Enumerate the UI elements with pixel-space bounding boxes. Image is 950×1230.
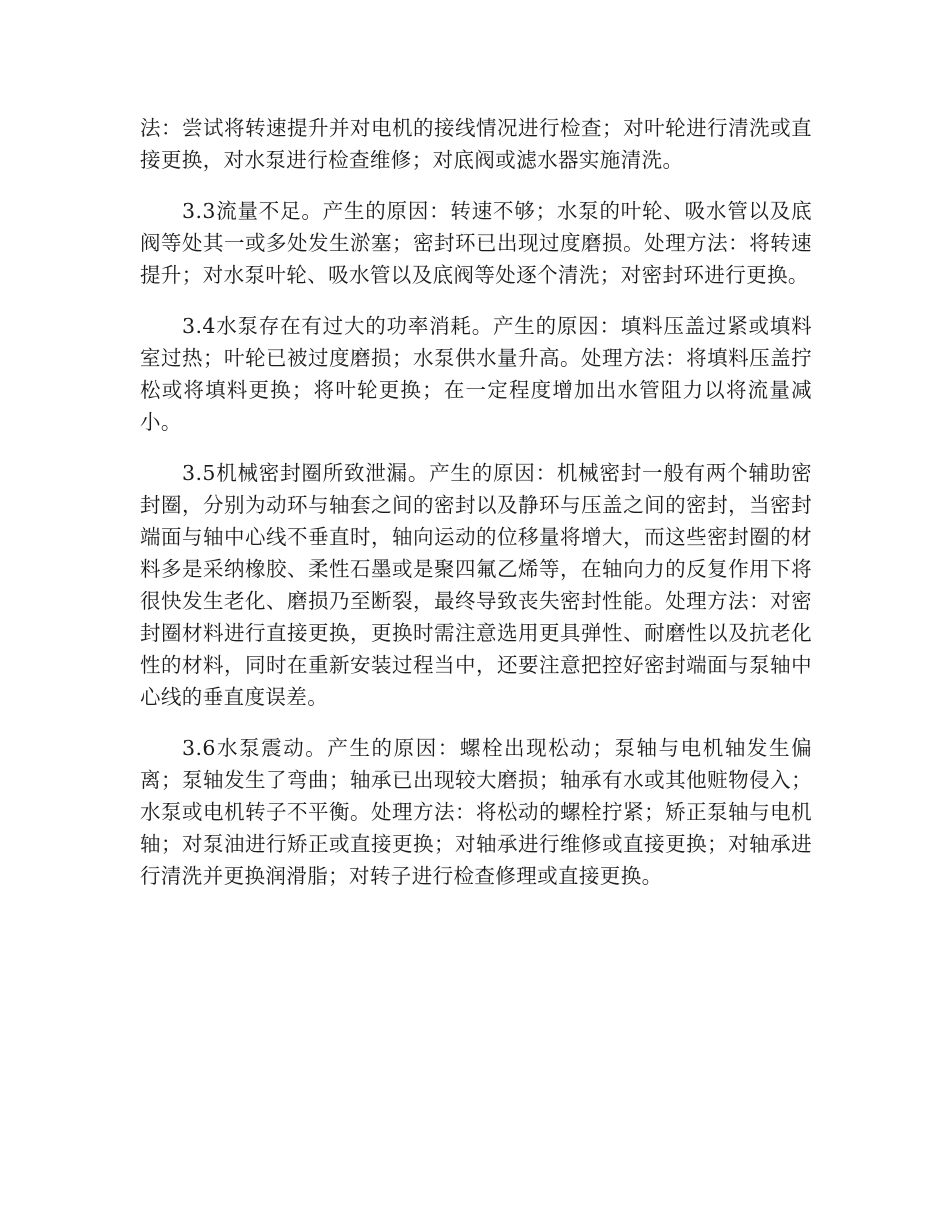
paragraph-3-5-seal-leakage: 3.5机械密封圈所致泄漏。产生的原因：机械密封一般有两个辅助密封圈，分别为动环与轴套之间的密封以及静环与压盖之间的密封，当密封端面与轴中心线不垂直时，轴向运动的位移量将增大，而这些密封圈的材料多是采纳橡胶、柔性石墨或是聚四氟乙烯等，在轴向力的反复作用下将很快发生老化、磨损乃至断裂，最终导致丧失密封性能。处理方法：对密封圈材料进行直接更换，更换时需注意选用更具弹性、耐磨性以及抗老化性的材料，同时在重新安装过程当中，还要注意把控好密封端面与泵轴中心线的垂直度误差。 — [140, 461, 812, 709]
paragraph-3-4-excessive-power: 3.4水泵存在有过大的功率消耗。产生的原因：填料压盖过紧或填料室过热；叶轮已被过度磨损；水泵供水量升高。处理方法：将填料压盖拧松或将填料更换；将叶轮更换；在一定程度增加出水管阻力以将流量减小。 — [140, 314, 812, 434]
paragraph-3-6-pump-vibration: 3.6水泵震动。产生的原因：螺栓出现松动；泵轴与电机轴发生偏离；泵轴发生了弯曲；轴承已出现较大磨损；轴承有水或其他赃物侵入；水泵或电机转子不平衡。处理方法：将松动的螺栓拧紧；矫正泵轴与电机轴；对泵油进行矫正或直接更换；对轴承进行维修或直接更换；对轴承进行清洗并更换润滑脂；对转子进行检查修理或直接更换。 — [140, 736, 812, 888]
paragraph-3-3-insufficient-flow: 3.3流量不足。产生的原因：转速不够；水泵的叶轮、吸水管以及底阀等处其一或多处发生淤塞；密封环已出现过度磨损。处理方法：将转速提升；对水泵叶轮、吸水管以及底阀等处逐个清洗；对密封环进行更换。 — [140, 199, 812, 287]
paragraph-continuation: 法：尝试将转速提升并对电机的接线情况进行检查；对叶轮进行清洗或直接更换，对水泵进行检查维修；对底阀或滤水器实施清洗。 — [140, 116, 812, 172]
document-page — [140, 112, 812, 911]
